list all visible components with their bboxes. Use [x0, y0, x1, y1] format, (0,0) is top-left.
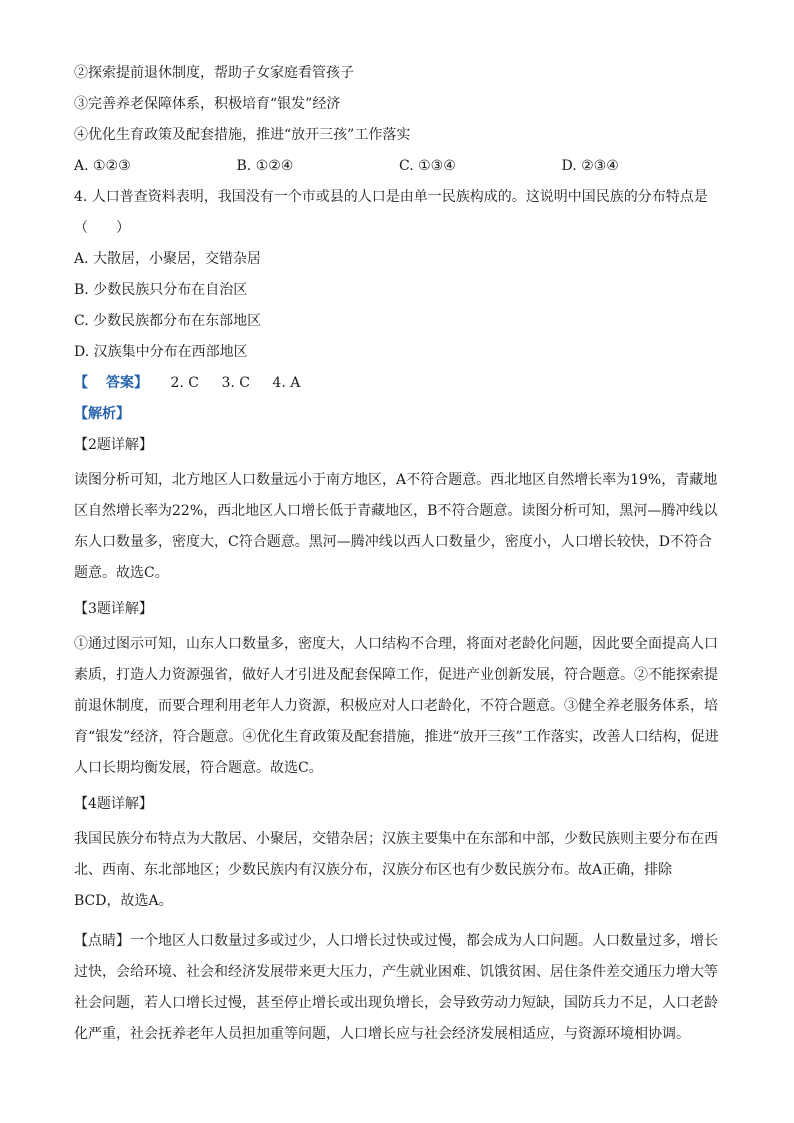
detail-2-heading: 【2题详解】 — [74, 437, 153, 453]
q4-option-d: D. 汉族集中分布在西部地区 — [74, 344, 248, 360]
q3-option-d: D. ②③④ — [561, 158, 619, 174]
detail-2-line: 读图分析可知，北方地区人口数量远小于南方地区，A不符合题意。西北地区自然增长率为19%，青藏地 — [74, 472, 718, 488]
dianjing-text — [74, 926, 724, 1050]
q4-stem: 4. 人口普查资料表明，我国没有一个市或县的人口是由单一民族构成的。这说明中国民族的分布特点是 — [74, 189, 708, 205]
detail-3-label: 3题详解 — [88, 601, 139, 617]
detail-4-text — [74, 824, 724, 917]
q4-option-a: A. 大散居，小聚居，交错杂居 — [74, 251, 262, 267]
q3-option-c: C. ①③④ — [399, 158, 456, 174]
detail-3-line: 前退休制度，而要合理利用老年人力资源，积极应对人口老龄化，不符合题意。③健全养老服务体系，培 — [74, 698, 718, 714]
detail-3-heading: 【3题详解】 — [74, 601, 153, 617]
detail-4-label: 4题详解 — [88, 796, 139, 812]
detail-4-line: 我国民族分布特点为大散居、小聚居，交错杂居；汉族主要集中在东部和中部，少数民族则主要分布在西 — [74, 831, 718, 847]
dianjing-line: 化严重，社会抚养老年人员担加重等问题，人口增长应与社会经济发展相适应，与资源环境相协调。 — [74, 1026, 690, 1042]
answer-item-4: 4. A — [272, 375, 301, 391]
detail-4-heading: 【4题详解】 — [74, 796, 153, 812]
answer-item-3: 3. C — [221, 375, 250, 391]
dianjing-line: 【点睛】一个地区人口数量过多或过少，人口增长过快或过慢，都会成为人口问题。人口数量过多，增长 — [74, 933, 718, 949]
dianjing-line-first: 一个地区人口数量过多或过少，人口增长过快或过慢，都会成为人口问题。人口数量过多，增长 — [130, 933, 718, 949]
detail-3-line: 素质，打造人力资源强省，做好人才引进及配套保障工作，促进产业创新发展，符合题意。②不能探索提 — [74, 667, 718, 683]
analysis-label: 解析 — [88, 406, 116, 422]
q3-item-2: ②探索提前退休制度，帮助子女家庭看管孩子 — [74, 65, 354, 81]
q4-option-c: C. 少数民族都分布在东部地区 — [74, 313, 262, 329]
detail-2-line: 区自然增长率为22%，西北地区人口增长低于青藏地区，B不符合题意。读图分析可知，黑河—腾冲线以 — [74, 503, 718, 519]
detail-2-line: 东人口数量多，密度大，C符合题意。黑河—腾冲线以西人口数量少，密度小，人口增长较快，D不符合 — [74, 534, 712, 550]
document-content — [74, 62, 724, 1050]
dianjing-line: 社会问题，若人口增长过慢，甚至停止增长或出现负增长，会导致劳动力短缺，国防兵力不足，人口老龄 — [74, 995, 718, 1011]
q4-option-b: B. 少数民族只分布在自治区 — [74, 282, 248, 298]
detail-3-line: 育“银发”经济，符合题意。④优化生育政策及配套措施，推进“放开三孩”工作落实，改善人口结构，促进 — [74, 729, 719, 745]
detail-2-text — [74, 465, 724, 589]
detail-4-line: 北、西南、东北部地区；少数民族内有汉族分布，汉族分布区也有少数民族分布。故A正确，排除 — [74, 862, 673, 878]
q3-item-3: ③完善养老保障体系，积极培育“银发”经济 — [74, 96, 341, 112]
q3-options — [74, 155, 724, 177]
detail-3-line: 人口长期均衡发展，符合题意。故选C。 — [74, 760, 323, 776]
detail-3-line: ①通过图示可知，山东人口数量多，密度大，人口结构不合理，将面对老龄化问题，因此要全面提高人口 — [74, 636, 718, 652]
dianjing-label: 点睛 — [88, 933, 116, 949]
analysis-heading: 【解析】 — [74, 406, 130, 422]
detail-4-line: BCD，故选A。 — [74, 893, 173, 909]
answer-label-close: 】 — [134, 375, 148, 391]
detail-2-line: 题意。故选C。 — [74, 565, 169, 581]
detail-2-label: 2题详解 — [88, 437, 139, 453]
q4-paren: （ ） — [74, 220, 130, 236]
answer-label-open: 【 — [74, 375, 88, 391]
q3-option-b: B. ①②④ — [236, 158, 294, 174]
dianjing-line: 过快，会给环境、社会和经济发展带来更大压力，产生就业困难、饥饿贫困、居住条件差交通压力增大等 — [74, 964, 718, 980]
answer-label: 答案 — [106, 375, 134, 391]
answer-line — [74, 372, 724, 394]
detail-3-text — [74, 629, 724, 784]
q3-item-4: ④优化生育政策及配套措施，推进“放开三孩”工作落实 — [74, 127, 411, 143]
answer-item-2: 2. C — [170, 375, 199, 391]
q3-option-a: A. ①②③ — [74, 158, 131, 174]
